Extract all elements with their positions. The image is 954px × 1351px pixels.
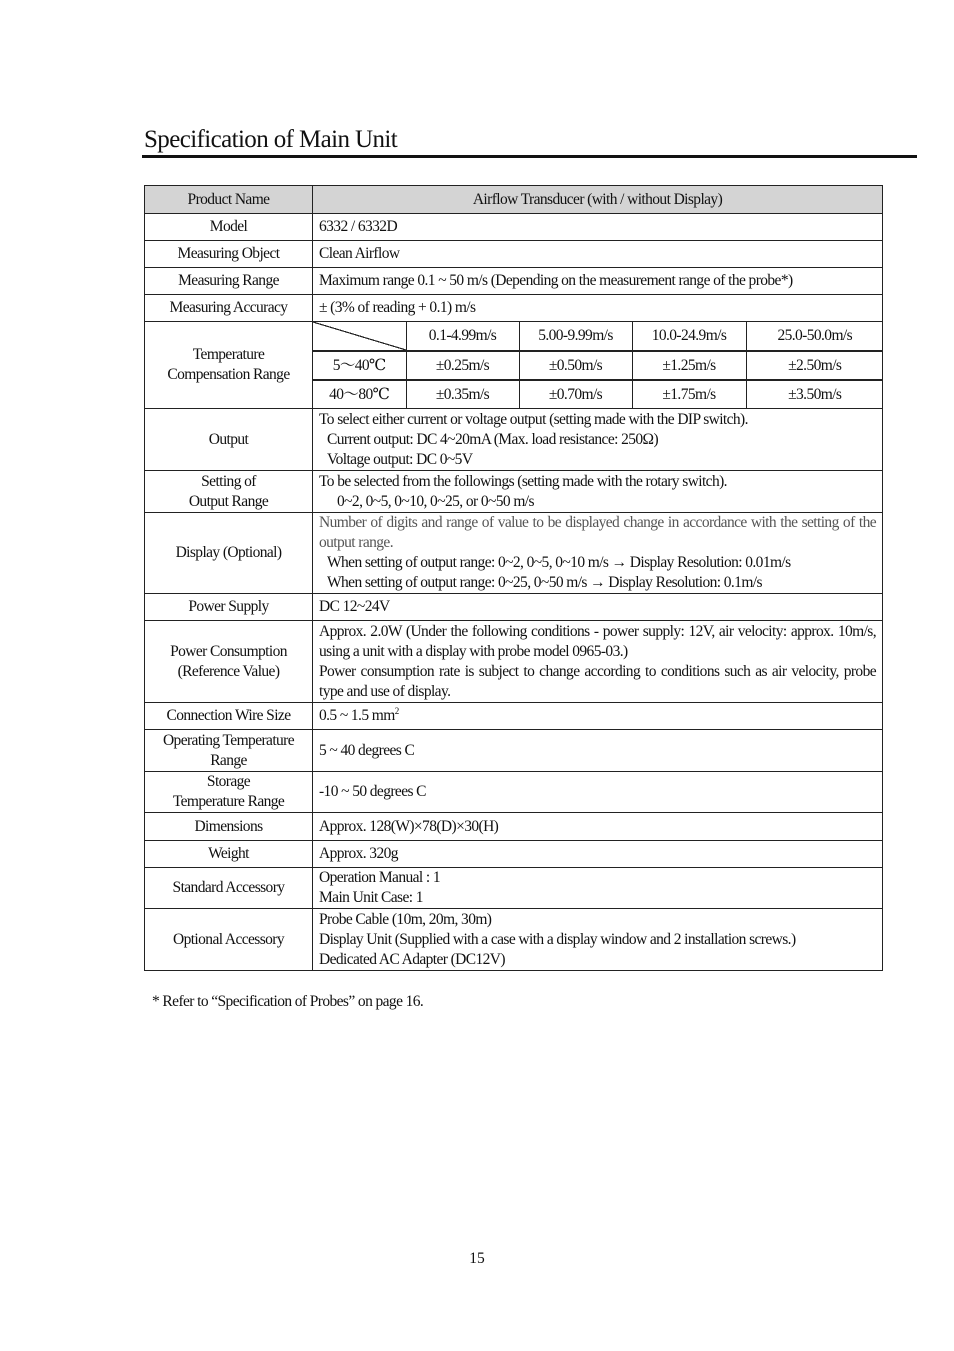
measuring-object-value: Clean Airflow (313, 241, 883, 268)
display-note: Number of digits and range of value to be displayed change in accordance with the setting of the output range. (319, 514, 876, 551)
table-row (145, 322, 883, 409)
table-row (145, 841, 883, 868)
power-consumption-label-line2: (Reference Value) (177, 662, 280, 680)
title-underline (142, 155, 917, 158)
table-row (145, 268, 883, 295)
display-line: When setting of output range: 0~25, 0~50 m/s → Display Resolution: 0.1m/s (327, 574, 762, 591)
output-line: Voltage output: DC 0~5V (327, 450, 473, 468)
table-row (145, 594, 883, 621)
operating-temp-label (145, 730, 313, 772)
temp-comp-header: 0.1-4.99m/s (406, 322, 519, 351)
table-row (145, 186, 883, 214)
page-number: 15 (469, 1250, 485, 1267)
standard-accessory-line: Main Unit Case: 1 (319, 889, 423, 906)
operating-temp-value: 5 ~ 40 degrees C (313, 730, 883, 772)
temp-comp-header: 25.0-50.0m/s (746, 322, 883, 351)
output-range-label-line2: Output Range (188, 492, 269, 510)
optional-accessory-value (313, 909, 883, 971)
table-row (145, 513, 883, 594)
measuring-range-label: Measuring Range (145, 268, 313, 295)
wire-size-text: 0.5 ~ 1.5 mm (319, 707, 395, 724)
standard-accessory-line: Operation Manual : 1 (319, 869, 441, 886)
model-value: 6332 / 6332D (313, 214, 883, 241)
temp-comp-header: 5.00-9.99m/s (519, 322, 632, 351)
measuring-accuracy-value: ± (3% of reading + 0.1) m/s (313, 295, 883, 322)
specification-table (144, 185, 883, 971)
output-line: To select either current or voltage output (setting made with the DIP switch). (319, 410, 748, 428)
footnote: * Refer to “Specification of Probes” on page 16. (152, 993, 424, 1010)
model-label: Model (145, 214, 313, 241)
table-row (145, 868, 883, 909)
optional-accessory-line: Display Unit (Supplied with a case with a display window and 2 installation screws.) (319, 930, 796, 948)
wire-size-label: Connection Wire Size (145, 703, 313, 730)
temp-comp-label-line2: Compensation Range (167, 366, 290, 383)
power-consumption-para: Approx. 2.0W (Under the following conditions - power supply: 12V, air velocity: approx. 10m/s, using a unit with a display with probe model 0965-03.) (319, 622, 876, 660)
power-consumption-para: Power consumption rate is subject to change according to conditions such as air velocity, probe type and use of display. (319, 662, 876, 700)
table-row (145, 295, 883, 322)
power-supply-label: Power Supply (145, 594, 313, 621)
page-title: Specification of Main Unit (144, 126, 398, 153)
temp-comp-corner-cell (313, 322, 406, 351)
table-row (145, 772, 883, 813)
temp-comp-row (313, 380, 883, 408)
output-range-label-line1: Setting of (201, 472, 256, 490)
operating-temp-label-line2: Range (210, 751, 247, 769)
temp-comp-label-line1: Temperature (192, 346, 265, 363)
dimensions-label: Dimensions (145, 813, 313, 841)
temp-comp-label (145, 322, 313, 409)
table-row (145, 214, 883, 241)
table-row (145, 471, 883, 513)
temp-comp-value: ±0.35m/s (406, 380, 519, 408)
weight-value: Approx. 320g (313, 841, 883, 868)
output-range-value (313, 471, 883, 513)
temp-comp-value: ±1.25m/s (632, 351, 746, 380)
display-line: When setting of output range: 0~2, 0~5, 0~10 m/s → Display Resolution: 0.01m/s (327, 554, 791, 571)
display-value (313, 513, 883, 594)
dimensions-value: Approx. 128(W)×78(D)×30(H) (313, 813, 883, 841)
temp-comp-table (313, 322, 883, 408)
power-consumption-label (145, 621, 313, 703)
storage-temp-value: -10 ~ 50 degrees C (313, 772, 883, 813)
table-row (145, 409, 883, 471)
temp-comp-value: ±0.25m/s (406, 351, 519, 380)
table-row (145, 241, 883, 268)
storage-temp-label-line1: Storage (206, 773, 251, 790)
standard-accessory-label: Standard Accessory (145, 868, 313, 909)
output-range-line: To be selected from the followings (setting made with the rotary switch). (319, 472, 727, 490)
temp-comp-cell (313, 322, 883, 409)
temp-comp-header-row (313, 322, 883, 351)
temp-comp-value: ±2.50m/s (746, 351, 883, 380)
measuring-accuracy-label: Measuring Accuracy (145, 295, 313, 322)
table-row (145, 909, 883, 971)
temp-comp-value: ±3.50m/s (788, 385, 842, 403)
product-name-value: Airflow Transducer (with / without Display) (313, 186, 883, 214)
output-label: Output (145, 409, 313, 471)
temp-comp-range: 5～40℃ (313, 351, 406, 380)
output-range-line: 0~2, 0~5, 0~10, 0~25, or 0~50 m/s (337, 492, 534, 510)
power-consumption-value (313, 621, 883, 703)
optional-accessory-line: Probe Cable (10m, 20m, 30m) (319, 910, 492, 928)
standard-accessory-value (313, 868, 883, 909)
output-value (313, 409, 883, 471)
optional-accessory-label: Optional Accessory (145, 909, 313, 971)
measuring-range-value: Maximum range 0.1 ~ 50 m/s (Depending on the measurement range of the probe*) (313, 268, 883, 295)
table-row (145, 621, 883, 703)
temp-comp-header: 10.0-24.9m/s (632, 322, 746, 351)
temp-comp-value: ±0.50m/s (519, 351, 632, 380)
power-consumption-label-line1: Power Consumption (170, 642, 287, 660)
storage-temp-label (145, 772, 313, 813)
temp-comp-row (313, 351, 883, 380)
temp-comp-value: ±1.75m/s (632, 380, 746, 408)
operating-temp-label-line1: Operating Temperature (162, 731, 295, 749)
table-row (145, 730, 883, 772)
weight-label: Weight (145, 841, 313, 868)
optional-accessory-line: Dedicated AC Adapter (DC12V) (319, 950, 505, 968)
table-row (145, 813, 883, 841)
wire-size-value (313, 703, 883, 730)
measuring-object-label: Measuring Object (145, 241, 313, 268)
product-name-label: Product Name (145, 186, 313, 214)
temp-comp-value: ±0.70m/s (519, 380, 632, 408)
table-row (145, 703, 883, 730)
output-line: Current output: DC 4~20mA (Max. load resistance: 250Ω) (327, 430, 659, 448)
temp-comp-range: 40～80℃ (313, 380, 406, 408)
wire-size-superscript: 2 (394, 705, 399, 716)
power-supply-value: DC 12~24V (313, 594, 883, 621)
output-range-label (145, 471, 313, 513)
storage-temp-label-line2: Temperature Range (172, 793, 285, 810)
display-label: Display (Optional) (145, 513, 313, 594)
